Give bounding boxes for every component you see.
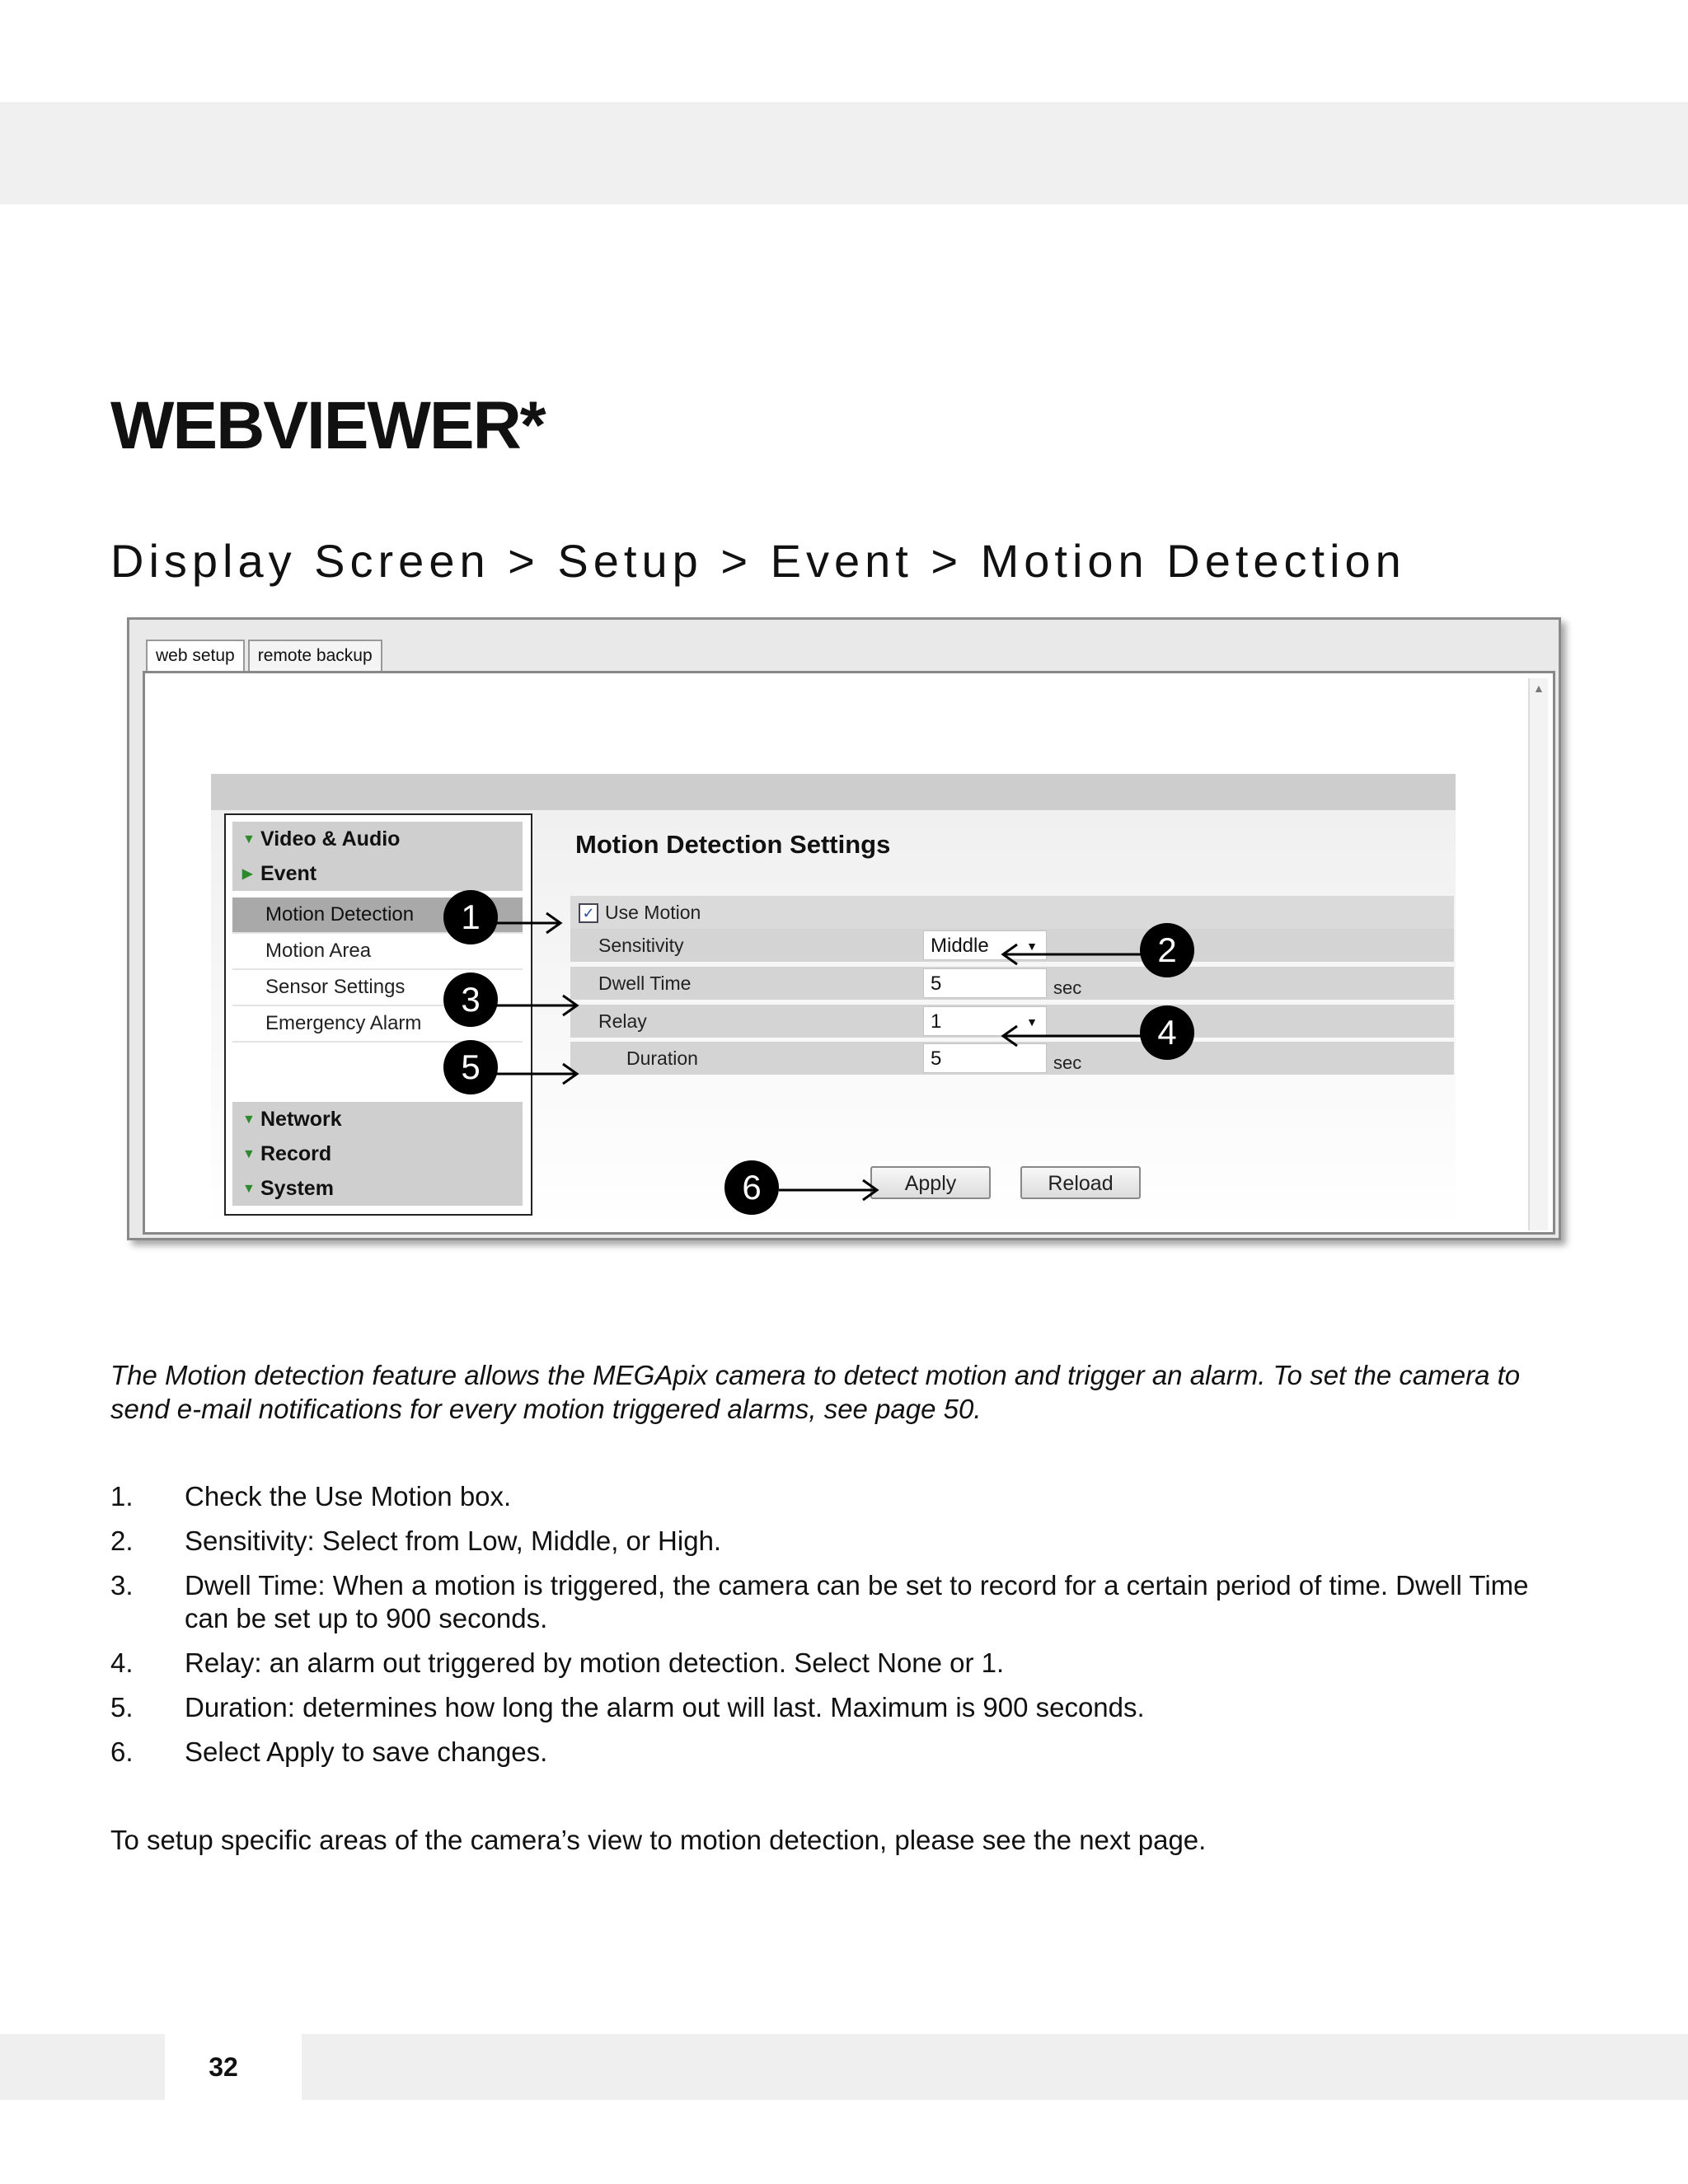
breadcrumb-heading: Display Screen > Setup > Event > Motion Detection bbox=[110, 535, 1406, 587]
apply-button[interactable]: Apply bbox=[870, 1166, 991, 1199]
duration-input[interactable]: 5 bbox=[923, 1043, 1047, 1073]
sensitivity-select[interactable] bbox=[923, 930, 1047, 960]
steps-list bbox=[110, 1480, 1578, 1780]
callout-1: 1 bbox=[443, 890, 498, 944]
relay-value: 1 bbox=[931, 1010, 942, 1033]
sidebar-item-network[interactable] bbox=[232, 1102, 523, 1137]
chevron-down-icon: ▼ bbox=[242, 1182, 256, 1197]
list-item bbox=[110, 1691, 1578, 1724]
list-item bbox=[110, 1525, 1578, 1558]
tab-bar bbox=[146, 640, 386, 671]
use-motion-row bbox=[570, 896, 1454, 929]
dwell-time-row bbox=[570, 967, 1454, 1000]
sidebar-item-label: Network bbox=[260, 1108, 342, 1131]
dropdown-arrow-icon: ▼ bbox=[1026, 940, 1038, 953]
step-text: Relay: an alarm out triggered by motion detection. Select None or 1. bbox=[185, 1647, 1005, 1678]
callout-3: 3 bbox=[443, 972, 498, 1027]
panel-title-bar bbox=[211, 774, 1456, 810]
sidebar-item-video-audio[interactable] bbox=[232, 822, 523, 856]
chevron-down-icon: ▼ bbox=[242, 1113, 256, 1127]
step-number: 1. bbox=[110, 1481, 134, 1511]
tab-web-setup[interactable]: web setup bbox=[146, 640, 245, 671]
sensitivity-label: Sensitivity bbox=[598, 935, 684, 956]
intro-paragraph: The Motion detection feature allows the MEGApix camera to detect motion and trigger an alarm. To set the camera to send e-mail notifications for every motion triggered alarms, see page 50. bbox=[110, 1360, 1521, 1424]
sidebar-item-label: System bbox=[260, 1177, 334, 1200]
relay-select[interactable] bbox=[923, 1006, 1047, 1036]
dropdown-arrow-icon: ▼ bbox=[1026, 1015, 1038, 1029]
dwell-time-unit: sec bbox=[1053, 977, 1082, 998]
list-item bbox=[110, 1480, 1578, 1513]
sidebar-group-bottom bbox=[232, 1102, 523, 1206]
sidebar-item-event[interactable] bbox=[232, 856, 523, 891]
use-motion-checkbox[interactable]: ✓ bbox=[579, 903, 598, 923]
settings-title: Motion Detection Settings bbox=[575, 830, 891, 859]
duration-label: Duration bbox=[626, 1047, 698, 1069]
duration-row bbox=[570, 1042, 1454, 1075]
reload-button[interactable]: Reload bbox=[1020, 1166, 1141, 1199]
step-text: Sensitivity: Select from Low, Middle, or High. bbox=[185, 1526, 722, 1556]
relay-row bbox=[570, 1005, 1454, 1038]
callout-2: 2 bbox=[1140, 923, 1194, 977]
step-text: Duration: determines how long the alarm out will last. Maximum is 900 seconds. bbox=[185, 1692, 1145, 1722]
use-motion-label: Use Motion bbox=[605, 902, 701, 923]
header-band bbox=[0, 102, 1688, 204]
outro-paragraph: To setup specific areas of the camera’s view to motion detection, please see the next page. bbox=[110, 1825, 1207, 1855]
step-number: 5. bbox=[110, 1692, 134, 1722]
relay-label: Relay bbox=[598, 1010, 647, 1032]
step-number: 3. bbox=[110, 1570, 134, 1601]
sidebar-item-system[interactable] bbox=[232, 1171, 523, 1206]
sensitivity-row bbox=[570, 929, 1454, 962]
chevron-down-icon: ▼ bbox=[242, 1147, 256, 1162]
page-title: WEBVIEWER* bbox=[110, 388, 545, 463]
dwell-time-input[interactable]: 5 bbox=[923, 968, 1047, 998]
sidebar-item-emergency-alarm[interactable]: Emergency Alarm bbox=[232, 1006, 523, 1043]
sidebar-item-label: Video & Audio bbox=[260, 827, 401, 851]
sidebar-group-top bbox=[232, 822, 523, 891]
sidebar-item-record[interactable] bbox=[232, 1137, 523, 1171]
step-text: Select Apply to save changes. bbox=[185, 1736, 548, 1767]
chevron-down-icon: ▼ bbox=[242, 832, 256, 847]
page-number: 32 bbox=[209, 2052, 238, 2082]
sensitivity-value: Middle bbox=[931, 935, 989, 957]
duration-unit: sec bbox=[1053, 1052, 1082, 1073]
list-item bbox=[110, 1569, 1578, 1635]
setup-frame bbox=[143, 671, 1555, 1235]
chevron-right-icon: ▶ bbox=[242, 867, 253, 882]
step-text: Check the Use Motion box. bbox=[185, 1481, 512, 1511]
sidebar-item-sensor-settings[interactable]: Sensor Settings bbox=[232, 970, 523, 1006]
list-item bbox=[110, 1736, 1578, 1769]
sidebar-item-label: Record bbox=[260, 1142, 332, 1165]
step-number: 4. bbox=[110, 1647, 134, 1678]
webviewer-screenshot bbox=[127, 617, 1561, 1240]
step-number: 6. bbox=[110, 1736, 134, 1767]
step-number: 2. bbox=[110, 1526, 134, 1556]
vertical-scrollbar[interactable] bbox=[1528, 678, 1548, 1230]
sidebar-item-motion-detection[interactable]: Motion Detection bbox=[232, 898, 523, 934]
list-item bbox=[110, 1647, 1578, 1680]
callout-6: 6 bbox=[724, 1160, 779, 1215]
callout-5: 5 bbox=[443, 1040, 498, 1094]
callout-4: 4 bbox=[1140, 1005, 1194, 1060]
scroll-up-icon[interactable]: ▲ bbox=[1533, 682, 1545, 695]
setup-panel bbox=[211, 810, 1456, 1230]
step-text: Dwell Time: When a motion is triggered, the camera can be set to record for a certain period of time. Dwell Time can be set up to 900 seconds. bbox=[185, 1570, 1529, 1633]
sidebar-item-label: Event bbox=[260, 862, 317, 885]
dwell-time-label: Dwell Time bbox=[598, 972, 692, 994]
tab-remote-backup[interactable]: remote backup bbox=[248, 640, 382, 671]
sidebar-item-motion-area[interactable]: Motion Area bbox=[232, 934, 523, 970]
